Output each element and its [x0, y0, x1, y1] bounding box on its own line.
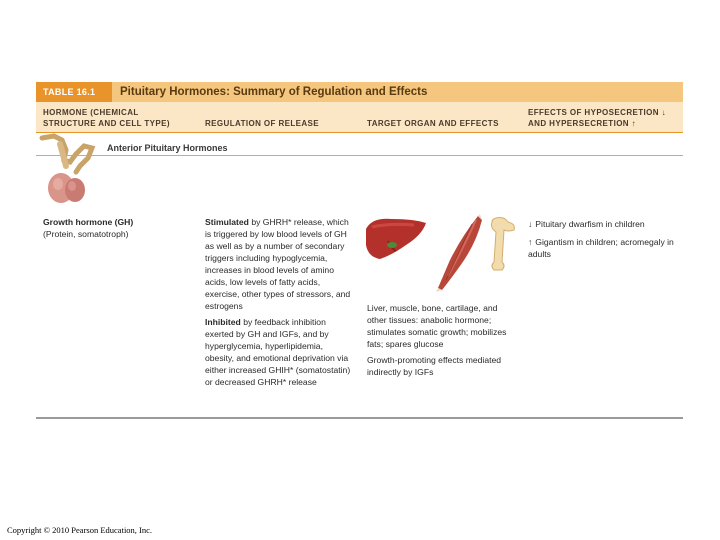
column-header-target: TARGET ORGAN AND EFFECTS — [367, 119, 499, 128]
column-header-hormone — [43, 107, 170, 129]
target-effects-text: Liver, muscle, bone, cartilage, and other tissues: anabolic hormone; stimulates somatic growth; mobilizes fats; spares glucose — [367, 303, 507, 349]
regulation-inhibited — [205, 316, 351, 388]
target-cell — [367, 302, 517, 378]
column-header-effects-line-1: EFFECTS OF HYPOSECRETION ↓ — [528, 108, 666, 117]
table-bottom-rule — [36, 417, 683, 419]
muscle-illustration — [436, 214, 484, 292]
hypersecretion-effect — [528, 236, 678, 260]
column-header-effects — [528, 107, 666, 129]
hyposecretion-text: Pituitary dwarfism in children — [535, 219, 645, 229]
inhibited-lead: Inhibited — [205, 317, 241, 327]
stimulated-text: by GHRH* release, which is triggered by low blood levels of GH as well as by a number of secondary triggers including hypoglycemia, increases in blood levels of amino acids, low levels of fatty acids, exercise, other types of stressors, and estrogens — [205, 217, 351, 311]
section-label: Anterior Pituitary Hormones — [107, 143, 228, 153]
hyposecretion-effect — [528, 218, 678, 230]
header-divider — [36, 132, 683, 133]
column-header-regulation: REGULATION OF RELEASE — [205, 119, 320, 128]
target-indirect-text: Growth-promoting effects mediated indirectly by IGFs — [367, 355, 502, 377]
regulation-cell — [205, 216, 351, 388]
liver-illustration — [362, 215, 430, 263]
hormone-cell — [43, 216, 193, 240]
table-number-tag: TABLE 16.1 — [36, 82, 112, 102]
hypersecretion-text: Gigantism in children; acromegaly in adults — [528, 237, 674, 259]
column-header-effects-line-2: AND HYPERSECRETION ↑ — [528, 119, 637, 128]
section-divider — [36, 155, 683, 156]
regulation-stimulated — [205, 216, 351, 312]
pituitary-gland-illustration — [36, 136, 106, 208]
stimulated-lead: Stimulated — [205, 217, 249, 227]
up-arrow-icon: ↑ — [528, 237, 533, 247]
column-header-hormone-line-1: HORMONE (CHEMICAL — [43, 108, 139, 117]
down-arrow-icon: ↓ — [528, 219, 533, 229]
table-title-band — [36, 82, 683, 102]
copyright-notice: Copyright © 2010 Pearson Education, Inc. — [7, 525, 153, 535]
hormone-structure: (Protein, somatotroph) — [43, 229, 129, 239]
bone-illustration — [486, 216, 518, 270]
hormone-name: Growth hormone (GH) — [43, 217, 134, 227]
inhibited-text: by feedback inhibition exerted by GH and IGFs, and by hyperglycemia, hyperlipidemia, obesity, and emotional deprivation via either increased GHIH* (somatostatin) or decreased GHRH* release — [205, 317, 351, 387]
column-header-hormone-line-2: STRUCTURE AND CELL TYPE) — [43, 119, 170, 128]
table-title: Pituitary Hormones: Summary of Regulation and Effects — [120, 86, 428, 98]
